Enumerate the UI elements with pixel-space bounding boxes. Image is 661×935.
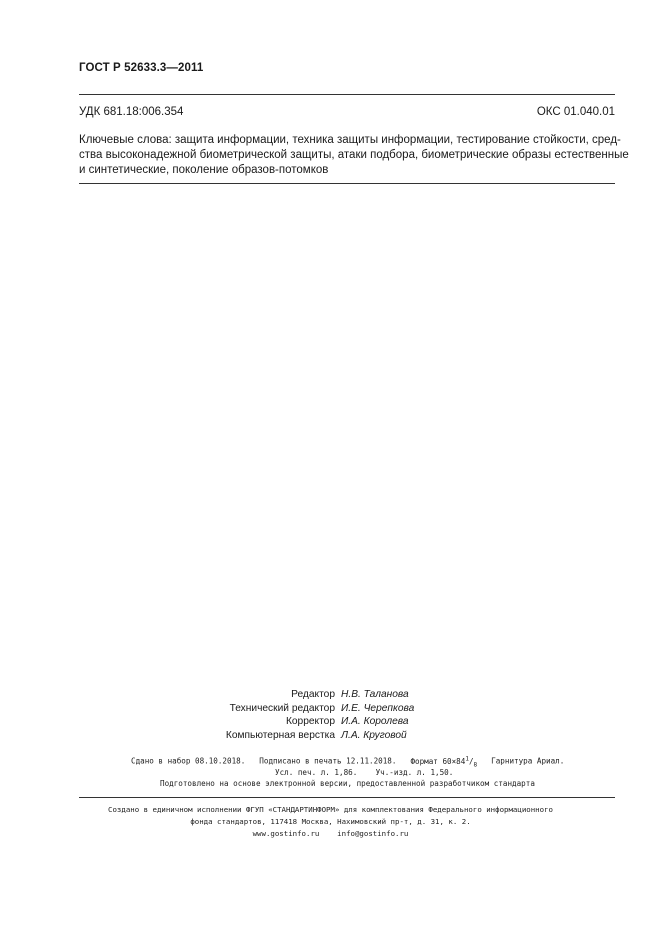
publisher-address: фонда стандартов, 117418 Москва, Нахимовский пр-т, д. 31, к. 2. bbox=[190, 817, 471, 826]
credit-role: Редактор bbox=[291, 689, 335, 700]
keywords-line: и синтетические, поколение образов-потомков bbox=[79, 164, 329, 176]
sheets-line bbox=[275, 768, 453, 777]
typeface: Гарнитура Ариал. bbox=[491, 756, 565, 766]
publisher-block bbox=[0, 804, 661, 840]
signed-date: Подписано в печать 12.11.2018. bbox=[259, 756, 397, 766]
printed-sheets: Усл. печ. л. 1,86. bbox=[275, 768, 358, 777]
publisher-contacts bbox=[0, 828, 661, 840]
keywords-divider bbox=[79, 183, 615, 184]
credits-block bbox=[0, 688, 661, 742]
credit-row bbox=[0, 688, 661, 702]
imprint-line bbox=[131, 755, 564, 768]
credit-row bbox=[0, 715, 661, 729]
standard-number: ГОСТ Р 52633.3—2011 bbox=[79, 62, 204, 74]
publishing-sheets: Уч.-изд. л. 1,50. bbox=[375, 768, 454, 777]
keywords-block bbox=[79, 133, 629, 178]
paper-format: Формат $60\times 84^1/_8$ bbox=[410, 755, 478, 769]
oks-code: ОКС 01.040.01 bbox=[536, 106, 615, 118]
credit-name: И.А. Королева bbox=[341, 716, 409, 728]
credit-name: Л.А. Круговой bbox=[341, 729, 407, 741]
prepared-note: Подготовлено на основе электронной версии, предоставленной разработчиком стандарта bbox=[160, 779, 535, 788]
top-divider bbox=[79, 94, 615, 95]
credit-role: Компьютерная верстка bbox=[225, 729, 335, 741]
credit-name: Н.В. Таланова bbox=[341, 689, 409, 700]
credit-row bbox=[0, 702, 661, 716]
udk-code: УДК 681.18:006.354 bbox=[79, 106, 184, 118]
publisher-line: Создано в единичном исполнении ФГУП «СТАНДАРТИНФОРМ» для комплектования Федерального информационного bbox=[108, 805, 553, 814]
credit-role: Технический редактор bbox=[229, 702, 335, 714]
keywords-line: ства высоконадежной биометрической защиты, атаки подбора, биометрические образы естественные bbox=[79, 149, 629, 161]
credit-role: Корректор bbox=[285, 716, 335, 728]
credit-row bbox=[0, 729, 661, 743]
website-link[interactable]: www.gostinfo.ru bbox=[252, 829, 320, 838]
credit-name: И.Е. Черепкова bbox=[341, 702, 415, 714]
bottom-divider bbox=[79, 797, 615, 798]
typeset-date: Сдано в набор 08.10.2018. bbox=[131, 756, 246, 766]
keywords-line: Ключевые слова: защита информации, техника защиты информации, тестирование стойкости, сред- bbox=[79, 134, 621, 146]
email-link[interactable]: info@gostinfo.ru bbox=[337, 829, 409, 838]
